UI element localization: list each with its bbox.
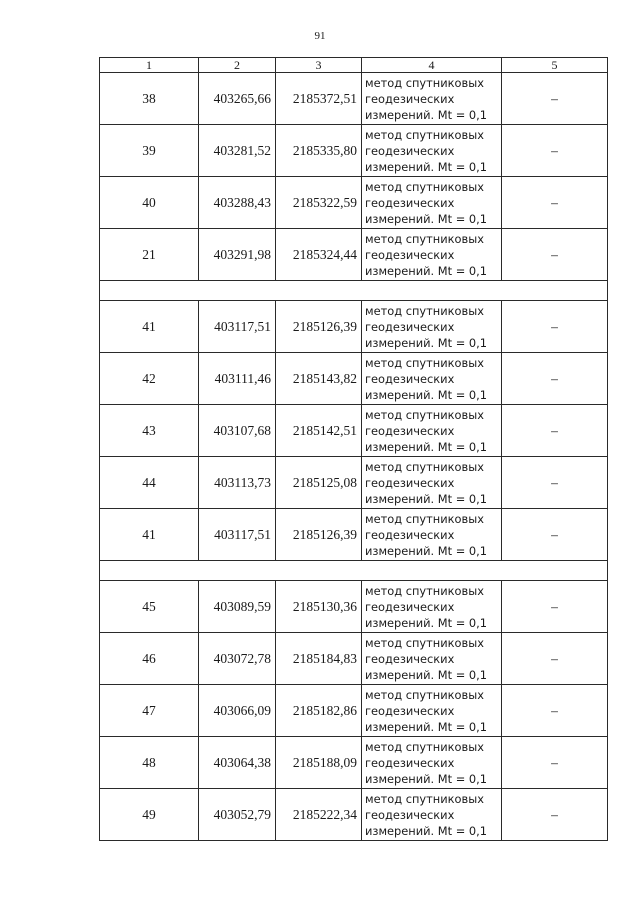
x-coordinate-cell: 403064,38 — [199, 737, 276, 789]
method-text-line: метод спутниковых — [365, 583, 484, 598]
method-text-line: измерений. Mt = 0,1 — [365, 263, 487, 278]
x-coordinate-cell: 403107,68 — [199, 405, 276, 457]
method-cell — [362, 125, 502, 177]
table-row — [100, 685, 608, 737]
method-text-line: геодезических — [365, 599, 455, 614]
method-text-line: геодезических — [365, 651, 455, 666]
note-cell: – — [502, 125, 608, 177]
point-number-cell: 42 — [100, 353, 199, 405]
group-separator-row — [100, 561, 608, 581]
method-cell — [362, 405, 502, 457]
y-coordinate-cell: 2185335,80 — [276, 125, 362, 177]
point-number-cell: 47 — [100, 685, 199, 737]
x-coordinate-cell: 403113,73 — [199, 457, 276, 509]
method-text-line: геодезических — [365, 755, 455, 770]
method-cell — [362, 509, 502, 561]
method-text-line: метод спутниковых — [365, 687, 484, 702]
method-text-line: измерений. Mt = 0,1 — [365, 491, 487, 506]
method-text-line: метод спутниковых — [365, 303, 484, 318]
x-coordinate-cell: 403281,52 — [199, 125, 276, 177]
point-number-cell: 39 — [100, 125, 199, 177]
note-cell: – — [502, 633, 608, 685]
method-cell — [362, 581, 502, 633]
point-number-cell: 41 — [100, 509, 199, 561]
table-body — [100, 58, 608, 841]
group-separator-cell — [100, 561, 608, 581]
method-cell — [362, 457, 502, 509]
table-row — [100, 509, 608, 561]
y-coordinate-cell: 2185142,51 — [276, 405, 362, 457]
method-cell — [362, 737, 502, 789]
method-text-line: геодезических — [365, 247, 455, 262]
note-cell: – — [502, 509, 608, 561]
table-row — [100, 789, 608, 841]
method-text-line: метод спутниковых — [365, 179, 484, 194]
note-cell: – — [502, 73, 608, 125]
method-text-line: метод спутниковых — [365, 407, 484, 422]
table-row — [100, 581, 608, 633]
method-cell — [362, 685, 502, 737]
method-text-line: геодезических — [365, 195, 455, 210]
method-text-line: геодезических — [365, 475, 455, 490]
method-text-line: метод спутниковых — [365, 739, 484, 754]
note-cell: – — [502, 581, 608, 633]
method-text-line: измерений. Mt = 0,1 — [365, 615, 487, 630]
method-text-line: измерений. Mt = 0,1 — [365, 667, 487, 682]
y-coordinate-cell: 2185182,86 — [276, 685, 362, 737]
table-row — [100, 73, 608, 125]
x-coordinate-cell: 403066,09 — [199, 685, 276, 737]
y-coordinate-cell: 2185143,82 — [276, 353, 362, 405]
point-number-cell: 21 — [100, 229, 199, 281]
method-text-line: метод спутниковых — [365, 127, 484, 142]
y-coordinate-cell: 2185126,39 — [276, 509, 362, 561]
method-cell — [362, 177, 502, 229]
point-number-cell: 38 — [100, 73, 199, 125]
method-text-line: измерений. Mt = 0,1 — [365, 439, 487, 454]
note-cell: – — [502, 229, 608, 281]
point-number-cell: 46 — [100, 633, 199, 685]
y-coordinate-cell: 2185222,34 — [276, 789, 362, 841]
note-cell: – — [502, 405, 608, 457]
method-cell — [362, 789, 502, 841]
table-row — [100, 125, 608, 177]
x-coordinate-cell: 403089,59 — [199, 581, 276, 633]
point-number-cell: 41 — [100, 301, 199, 353]
x-coordinate-cell: 403052,79 — [199, 789, 276, 841]
note-cell: – — [502, 177, 608, 229]
method-text-line: метод спутниковых — [365, 635, 484, 650]
x-coordinate-cell: 403265,66 — [199, 73, 276, 125]
method-cell — [362, 73, 502, 125]
note-cell: – — [502, 301, 608, 353]
method-cell — [362, 229, 502, 281]
method-text-line: метод спутниковых — [365, 75, 484, 90]
group-separator-cell — [100, 281, 608, 301]
point-number-cell: 48 — [100, 737, 199, 789]
method-cell — [362, 353, 502, 405]
column-header-2: 2 — [199, 58, 276, 73]
note-cell: – — [502, 457, 608, 509]
x-coordinate-cell: 403117,51 — [199, 509, 276, 561]
point-number-cell: 40 — [100, 177, 199, 229]
y-coordinate-cell: 2185322,59 — [276, 177, 362, 229]
y-coordinate-cell: 2185130,36 — [276, 581, 362, 633]
table-row — [100, 301, 608, 353]
method-text-line: геодезических — [365, 807, 455, 822]
table-row — [100, 457, 608, 509]
point-number-cell: 44 — [100, 457, 199, 509]
method-text-line: измерений. Mt = 0,1 — [365, 719, 487, 734]
column-header-5: 5 — [502, 58, 608, 73]
method-text-line: измерений. Mt = 0,1 — [365, 387, 487, 402]
x-coordinate-cell: 403072,78 — [199, 633, 276, 685]
table-row — [100, 405, 608, 457]
method-text-line: геодезических — [365, 143, 455, 158]
method-text-line: геодезических — [365, 371, 455, 386]
method-cell — [362, 301, 502, 353]
note-cell: – — [502, 737, 608, 789]
method-text-line: метод спутниковых — [365, 511, 484, 526]
method-text-line: геодезических — [365, 319, 455, 334]
table-row — [100, 633, 608, 685]
method-text-line: геодезических — [365, 91, 455, 106]
method-text-line: метод спутниковых — [365, 791, 484, 806]
method-text-line: измерений. Mt = 0,1 — [365, 159, 487, 174]
method-text-line: геодезических — [365, 423, 455, 438]
method-cell — [362, 633, 502, 685]
method-text-line: измерений. Mt = 0,1 — [365, 543, 487, 558]
method-text-line: измерений. Mt = 0,1 — [365, 771, 487, 786]
y-coordinate-cell: 2185188,09 — [276, 737, 362, 789]
method-text-line: измерений. Mt = 0,1 — [365, 823, 487, 838]
method-text-line: измерений. Mt = 0,1 — [365, 335, 487, 350]
table-row — [100, 177, 608, 229]
x-coordinate-cell: 403291,98 — [199, 229, 276, 281]
column-header-3: 3 — [276, 58, 362, 73]
method-text-line: метод спутниковых — [365, 459, 484, 474]
method-text-line: геодезических — [365, 703, 455, 718]
coordinates-table — [99, 57, 608, 841]
y-coordinate-cell: 2185184,83 — [276, 633, 362, 685]
y-coordinate-cell: 2185324,44 — [276, 229, 362, 281]
x-coordinate-cell: 403117,51 — [199, 301, 276, 353]
method-text-line: метод спутниковых — [365, 355, 484, 370]
group-separator-row — [100, 281, 608, 301]
x-coordinate-cell: 403111,46 — [199, 353, 276, 405]
note-cell: – — [502, 685, 608, 737]
y-coordinate-cell: 2185372,51 — [276, 73, 362, 125]
column-header-4: 4 — [362, 58, 502, 73]
x-coordinate-cell: 403288,43 — [199, 177, 276, 229]
point-number-cell: 43 — [100, 405, 199, 457]
method-text-line: геодезических — [365, 527, 455, 542]
y-coordinate-cell: 2185125,08 — [276, 457, 362, 509]
point-number-cell: 45 — [100, 581, 199, 633]
column-number-row — [100, 58, 608, 73]
point-number-cell: 49 — [100, 789, 199, 841]
page-number: 91 — [314, 30, 326, 42]
method-text-line: измерений. Mt = 0,1 — [365, 107, 487, 122]
table-row — [100, 353, 608, 405]
method-text-line: измерений. Mt = 0,1 — [365, 211, 487, 226]
method-text-line: метод спутниковых — [365, 231, 484, 246]
table-row — [100, 229, 608, 281]
y-coordinate-cell: 2185126,39 — [276, 301, 362, 353]
table-row — [100, 737, 608, 789]
note-cell: – — [502, 789, 608, 841]
note-cell: – — [502, 353, 608, 405]
column-header-1: 1 — [100, 58, 199, 73]
